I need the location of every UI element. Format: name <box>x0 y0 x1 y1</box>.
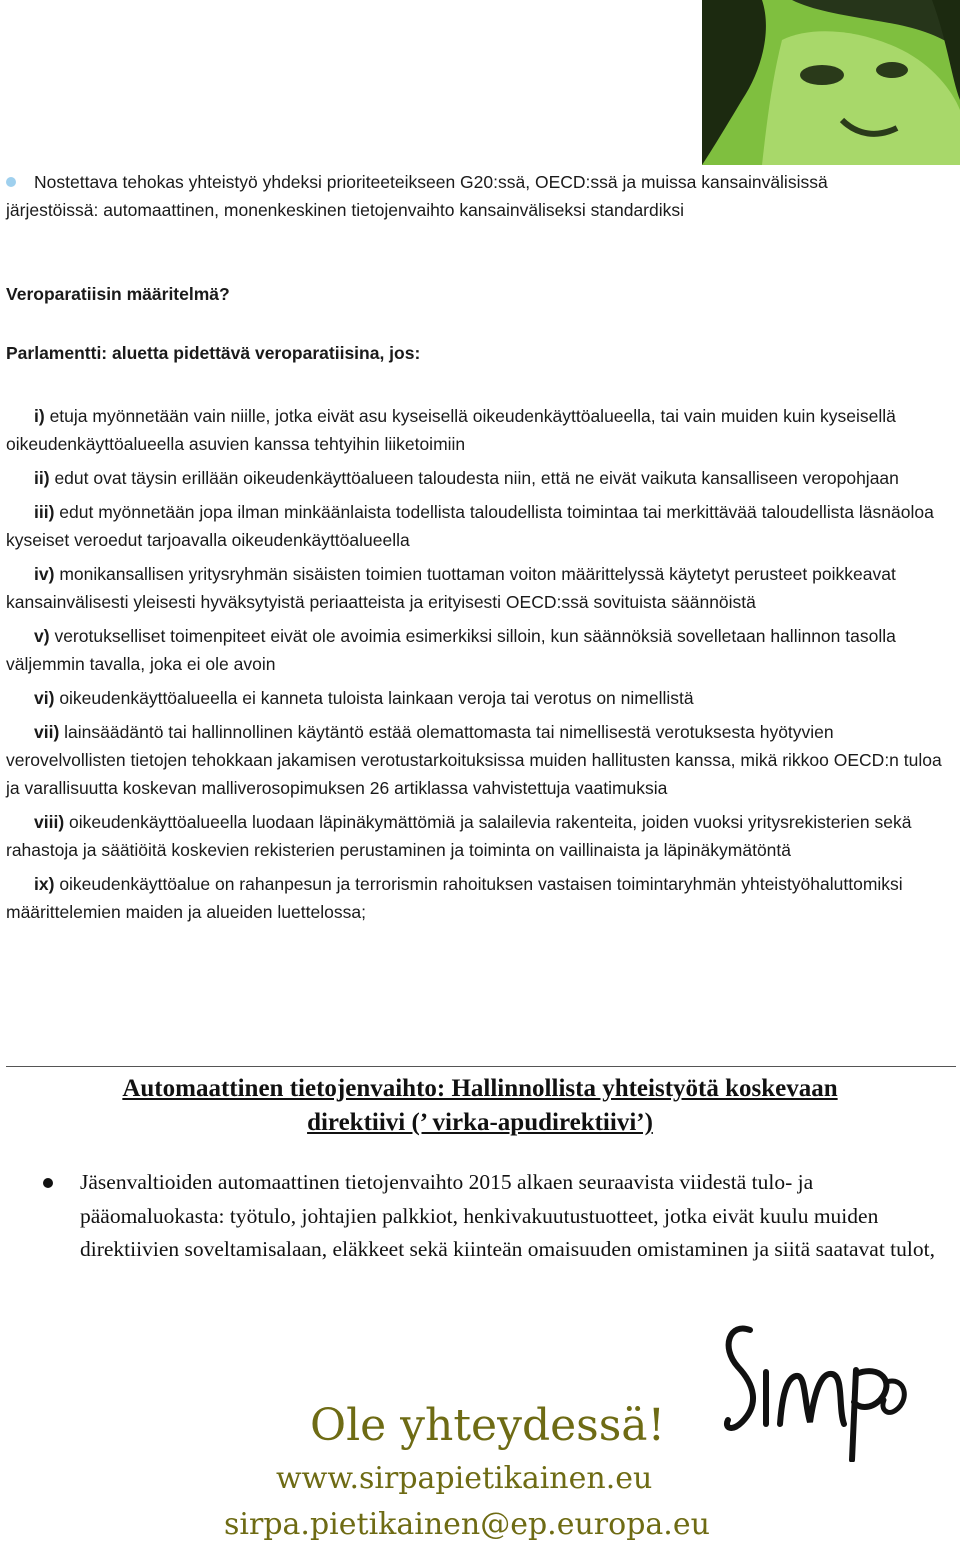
bullet-dot-icon <box>6 177 16 187</box>
criteria-item: viii) oikeudenkäyttöalueella luodaan läpinäkymättömiä ja salailevia rakenteita, joiden vuoksi yritysrekisterien sekä rahastoja ja säätiöitä koskevien rekisterien perustaminen ja toiminta on vaillinaista ja läpinäkymätöntä <box>6 812 912 860</box>
criteria-item: vii) lainsäädäntö tai hallinnollinen käytäntö estää olemattomasta tai nimellisestä verotuksesta hyötyvien verovelvollisten tietojen tehokkaan jakamisen verotustarkoituksissa muiden hallitusten kanssa, mikä rikkoo OECD:n tuloa ja varallisuutta koskevan malliverosopimuksen 26 artiklassa vahvistettuja vaatimuksia <box>6 722 942 798</box>
exchange-bullet-text: Jäsenvaltioiden automaattinen tietojenvaihto 2015 alkaen seuraavista viidestä tulo- ja pääomaluokasta: työtulo, johtajien palkkiot, henkivakuutustuotteet, jotka eivät kuulu muiden direktiivien soveltamisalaan, eläkkeet sekä kiinteän omaisuuden omistaminen ja siitä saatavat tulot, <box>80 1170 935 1261</box>
criteria-item: vi) oikeudenkäyttöalueella ei kanneta tuloista lainkaan veroja tai verotus on nimellistä <box>34 688 694 708</box>
criteria-item: iii) edut myönnetään jopa ilman minkäänlaista todellista taloudellista toimintaa tai merkittävää taloudellista läsnäoloa kyseiset veroedut tarjoavalla oikeudenkäyttöalueella <box>6 502 934 550</box>
section-title <box>0 1072 960 1140</box>
header-portrait-image <box>702 0 960 165</box>
intro-bullet <box>6 168 906 224</box>
criteria-item: ix) oikeudenkäyttöalue on rahanpesun ja terrorismin rahoituksen vastaisen toimintaryhmän yhteistyöhaluttomiksi määrittelemien maiden ja alueiden luettelossa; <box>6 874 903 922</box>
criteria-list <box>6 402 954 932</box>
criteria-item: i) etuja myönnetään vain niille, jotka eivät asu kyseisellä oikeudenkäyttöalueella, tai vain muiden kuin kyseisellä oikeudenkäyttöalueella asuvien kanssa tehtyihin liiketoimiin <box>6 406 896 454</box>
handwritten-signature <box>720 1312 910 1462</box>
exchange-bullet <box>80 1166 950 1267</box>
section-divider <box>6 1066 956 1067</box>
bullet-dot-icon <box>43 1178 53 1188</box>
criteria-item: v) verotukselliset toimenpiteet eivät ole avoimia esimerkiksi silloin, kun säännöksiä sovelletaan hallinnon tasolla väljemmin tavalla, joka ei ole avoin <box>6 626 896 674</box>
website-link[interactable]: www.sirpapietikainen.eu <box>276 1461 653 1496</box>
contact-title: Ole yhteydessä! <box>310 1400 666 1451</box>
criteria-item: iv) monikansallisen yritysryhmän sisäisten toimien tuottaman voiton määrittelyssä käytetyt perusteet poikkeavat kansainvälisesti yleisesti hyväksytyistä periaatteista ja erityisesti OECD:ssä sovituista säännöistä <box>6 564 896 612</box>
intro-bullet-text: Nostettava tehokas yhteistyö yhdeksi prioriteeteikseen G20:ssä, OECD:ssä ja muissa kansainvälisissä järjestöissä: automaattinen, monenkeskinen tietojenvaihto kansainväliseksi standardiksi <box>6 172 828 220</box>
section-title-line-2: direktiivi (’ virka-apudirektiivi’) <box>307 1109 653 1136</box>
email-link[interactable]: sirpa.pietikainen@ep.europa.eu <box>224 1507 710 1542</box>
definition-heading: Veroparatiisin määritelmä? <box>6 284 230 304</box>
criteria-item: ii) edut ovat täysin erillään oikeudenkäyttöalueen taloudesta niin, että ne eivät vaikuta kansalliseen veropohjaan <box>34 468 899 488</box>
section-title-line-1: Automaattinen tietojenvaihto: Hallinnollista yhteistyötä koskevaan <box>122 1075 838 1102</box>
parliament-heading: Parlamentti: aluetta pidettävä veroparatiisina, jos: <box>6 343 421 363</box>
